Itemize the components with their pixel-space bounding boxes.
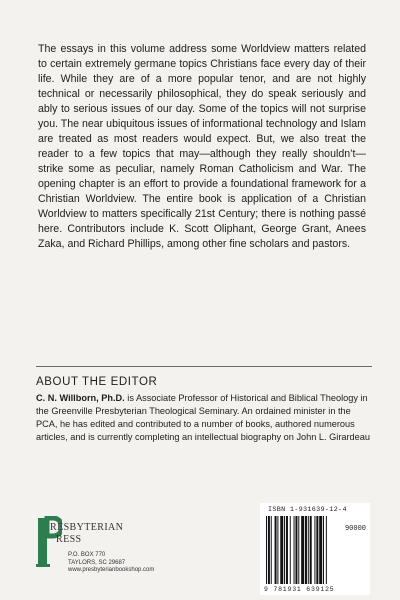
publisher-address-line2: TAYLORS, SC 29687 [68,559,126,566]
publisher-name [50,522,123,546]
barcode-panel [260,503,370,595]
barcode-icon [266,516,338,584]
section-divider [36,366,372,367]
publisher-website: www.presbyterianbookshop.com [68,567,155,573]
price-code: 90000 [344,525,366,533]
publisher-address-line1: P.O. BOX 770 [68,552,106,558]
about-editor-heading: ABOUT THE EDITOR [36,376,158,388]
book-description: The essays in this volume address some Worldview matters related to certain extremely germane topics Christians face every day of their life. While they are of a more popular tenor, and are not highly technical or necessarily philosophical, they do speak seriously and ably to serious issues of our day. Some of the topics will not surprise you. The near ubiquitous issues of informational technology and Islam are treated as most readers would expect. But, we also treat the reader to a few topics that may—although they really shouldn’t—strike some as peculiar, namely Roman Catholicism and War. The opening chapter is an effort to provide a foundational framework for a Christian Worldview. The entire book is application of a Christian Worldview to matters specifically 21st Century; there is nothing passé here. Contributors include K. Scott Oliphant, George Grant, Anees Zaka, and Richard Phillips, among other fine scholars and pastors. [38,43,366,250]
editor-bio [36,392,370,444]
editor-bio-text: is Associate Professor of Historical and Biblical Theology in the Greenville Presbyterian Theological Seminary. An ordained minister in the PCA, he has edited and contributed to a number of books, authored numerous articles, and is currently completing an intellectual biography on John L. Girardeau [36,393,370,442]
publisher-name-line1: RESBYTERIAN [50,522,124,533]
publisher-logo-block [36,516,186,586]
publisher-address [68,552,154,575]
editor-name: C. N. Willborn, Ph.D. [36,393,125,403]
isbn-label: ISBN 1-931639-12-4 [268,506,347,514]
publisher-name-line2: RESS [56,534,82,545]
ean-digits: 9 781931 639125 [264,586,335,593]
